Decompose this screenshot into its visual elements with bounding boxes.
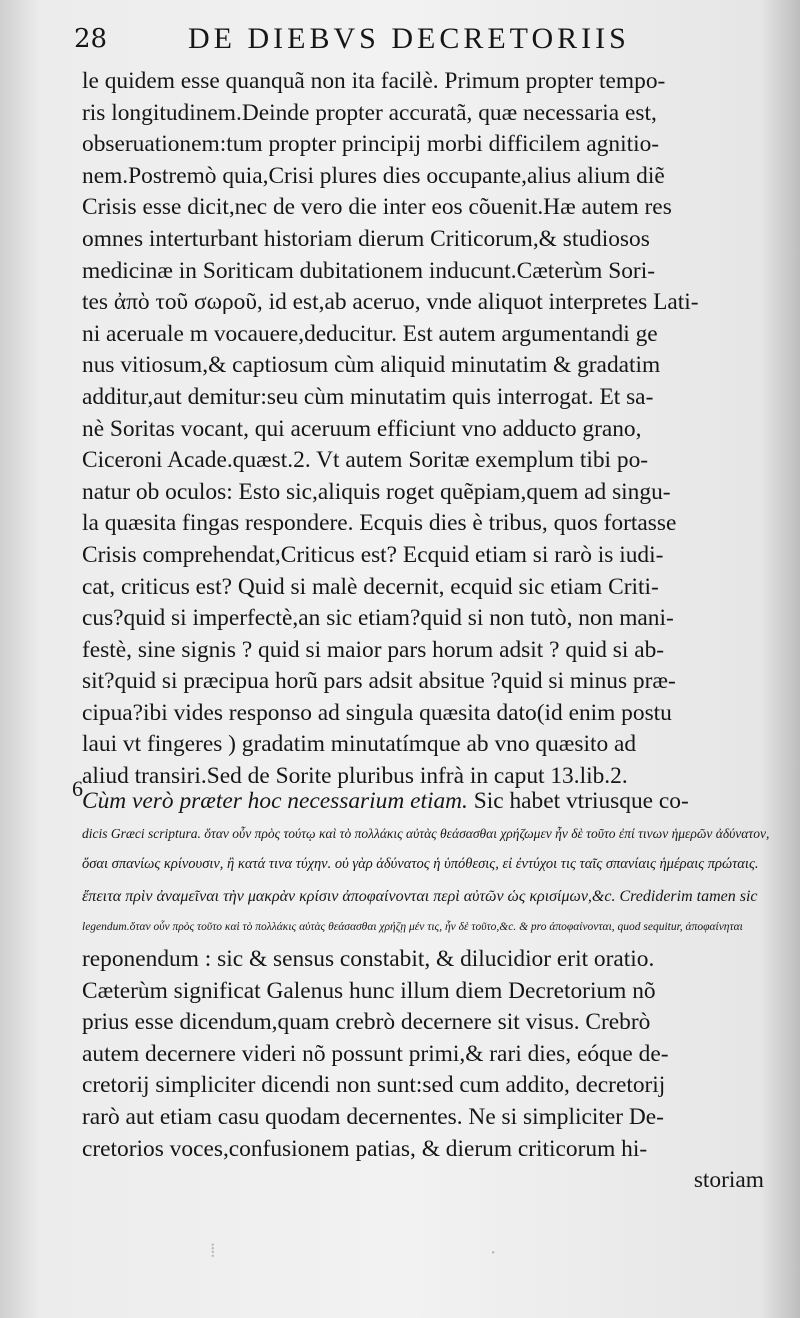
page-number: 28 [74, 24, 108, 54]
margin-number: 6 [72, 776, 83, 801]
text-line: ἔπειτα πρὶν ἀναμεῖναι τὴν μακρὰν κρίσιν ἀποφαίνονται περὶ αὐτῶν ὡς κρισίμων,&c. Crediderim tamen sic [82, 887, 758, 905]
text-line: medicinæ in Soriticam dubitationem inducunt.Cæterùm Sori- [82, 257, 656, 284]
text-line: ni aceruale m vocauere,deducitur. Est autem argumentandi ge [82, 320, 658, 347]
text-line: laui vt fingeres ) gradatim minutatímque ab vno quæsito ad [82, 731, 637, 758]
text-line: le quidem esse quanquã non ita facilè. Primum propter tempo- [82, 68, 666, 94]
text-line: omnes interturbant historiam dierum Criticorum,& studiosos [82, 225, 650, 252]
text-line: nem.Postremò quia,Crisi plures dies occupante,alius alium diẽ [82, 162, 665, 189]
bleed-through-mark: · [490, 1240, 497, 1264]
text-line: cus?quid si imperfectè,an sic etiam?quid si non tutò, non mani- [82, 605, 674, 632]
text-line: tes ἀπὸ τοῦ σωροῦ, id est,ab aceruo, vnde aliquot interpretes Lati- [82, 289, 699, 316]
text-line: obseruationem:tum propter principij morbi difficilem agnitio- [82, 131, 660, 158]
text-line: la quæsita fingas respondere. Ecquis dies è tribus, quos fortasse [82, 510, 677, 537]
text-line: rarò aut etiam casu quodam decernentes. Ne si simpliciter De- [82, 1103, 664, 1130]
text-line: cipua?ibi vides responso ad singula quæsita dato(id enim postu [82, 699, 672, 726]
text-line: aliud transiri.Sed de Sorite pluribus infrà in caput 13.lib.2. [82, 763, 628, 790]
running-head: DE DIEBVS DECRETORIIS [188, 22, 630, 55]
text-line: additur,aut demitur:seu cùm minutatim quis interrogat. Et sa- [82, 383, 654, 410]
lemma-line [82, 786, 770, 818]
paragraph-2 [82, 786, 770, 1197]
lemma: Cùm verò præter hoc necessarium etiam. [82, 788, 468, 814]
text-line: ris longitudinem.Deinde propter accuratã, quæ necessaria est, [82, 99, 657, 126]
lemma-continuation: Sic habet vtriusque co- [467, 788, 689, 814]
text-line: Crisis esse dicit,nec de vero die inter eos cõuenit.Hæ autem res [82, 194, 672, 221]
text-line: festè, sine signis ? quid si maior pars horum adsit ? quid si ab- [82, 636, 665, 663]
text-line: sit?quid si præcipua horũ pars adsit absitue ?quid si minus præ- [82, 668, 676, 695]
text-line: storiam [693, 1167, 764, 1194]
text-line: Crisis comprehendat,Criticus est? Ecquid etiam si rarò is iudi- [82, 541, 664, 568]
text-line: Ciceroni Acade.quæst.2. Vt autem Soritæ exemplum tibi po- [82, 447, 649, 474]
text-line: legendum.ὅταν οὖν πρὸς τοῦτο καὶ τὸ πολλάκις αὐτὰς θεάσασθαι χρήζῃ μέν τις, ἦν δὲ τοῦτο,&c. & pro ἀποφαίνονται, quod sequitur, ἀποφαίνηται [82, 921, 743, 934]
text-line: reponendum : sic & sensus constabit, & dilucidior erit oratio. [82, 945, 655, 972]
bleed-through-mark: ⁞ [210, 1238, 216, 1262]
text-line: cretorij simpliciter dicendi non sunt:sed cum addito, decretorij [82, 1072, 666, 1099]
text-line: nus vitiosum,& captiosum cùm aliquid minutatim & gradatim [82, 352, 661, 379]
text-line: prius esse dicendum,quam crebrò decernere sit visus. Crebrò [82, 1009, 651, 1036]
page-header [70, 18, 770, 66]
text-line: autem decernere videri nõ possunt primi,& rari dies, eóque de- [82, 1040, 669, 1067]
text-line: dicis Græci scriptura. ὅταν οὖν πρὸς τούτῳ καὶ τὸ πολλάκις αὐτὰς θεάσασθαι χρήζωμεν ἦν δὲ τοῦτο ἐπί τινων ἡμερῶν ἀδύνατον, [82, 825, 770, 841]
text-line: natur ob oculos: Esto sic,aliquis roget quẽpiam,quem ad singu- [82, 478, 671, 505]
paragraph-1 [82, 66, 770, 793]
text-line: nè Soritas vocant, qui aceruum efficiunt vno adducto grano, [82, 415, 642, 442]
text-line: ὅσαι σπανίως κρίνουσιν, ἢ κατά τινα τύχην. οὐ γὰρ ἀδύνατος ἡ ὑπόθεσις, εἰ ἐντύχοι τις ταῖς σπανίαις ἡμέραις πρώταις. [82, 856, 759, 873]
text-line: Cæterùm significat Galenus hunc illum diem Decretorium nõ [82, 977, 656, 1004]
text-line: cat, criticus est? Quid si malè decernit, ecquid sic etiam Criti- [82, 573, 659, 600]
text-line: cretorios voces,confusionem patias, & dierum criticorum hi- [82, 1135, 648, 1162]
